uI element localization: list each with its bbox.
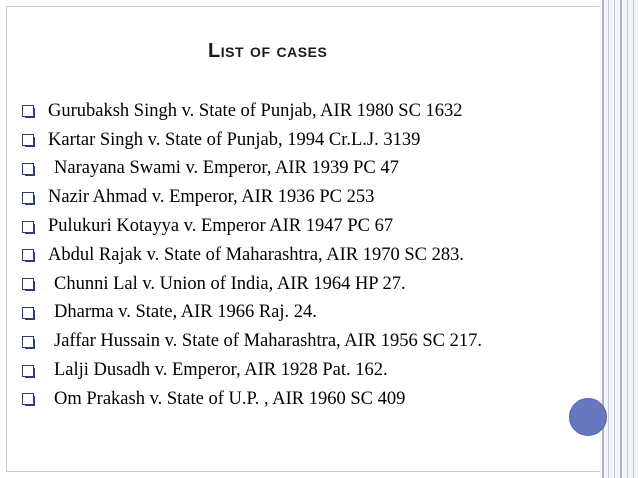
square-bullet-icon xyxy=(22,306,36,320)
case-list-item xyxy=(22,327,482,356)
case-citation: Lalji Dusadh v. Emperor, AIR 1928 Pat. 162. xyxy=(54,360,388,381)
case-list-item xyxy=(22,212,482,241)
case-list-item xyxy=(22,270,482,299)
square-bullet-icon xyxy=(22,220,36,234)
square-bullet-icon xyxy=(22,392,36,406)
side-bar-line xyxy=(614,0,615,478)
square-bullet-icon xyxy=(22,162,36,176)
decorative-side-bar xyxy=(600,0,638,478)
slide-title: List of cases xyxy=(208,40,328,62)
square-bullet-icon xyxy=(22,104,36,118)
square-bullet-icon xyxy=(22,248,36,262)
case-list-item xyxy=(22,241,482,270)
case-list-item xyxy=(22,183,482,212)
case-list-item xyxy=(22,97,482,126)
side-bar-line xyxy=(627,0,628,478)
case-list-item xyxy=(22,356,482,385)
case-citation: Jaffar Hussain v. State of Maharashtra, AIR 1956 SC 217. xyxy=(54,331,483,352)
side-bar-line xyxy=(620,0,622,478)
square-bullet-icon xyxy=(22,335,36,349)
case-citation: Narayana Swami v. Emperor, AIR 1939 PC 47 xyxy=(54,158,399,179)
case-list-item xyxy=(22,126,482,155)
case-citation: Nazir Ahmad v. Emperor, AIR 1936 PC 253 xyxy=(48,187,375,208)
case-citation: Pulukuri Kotayya v. Emperor AIR 1947 PC 67 xyxy=(48,216,394,237)
square-bullet-icon xyxy=(22,277,36,291)
circle-ornament-icon xyxy=(569,398,607,436)
square-bullet-icon xyxy=(22,133,36,147)
case-list-item xyxy=(22,385,482,414)
case-citation: Gurubaksh Singh v. State of Punjab, AIR 1980 SC 1632 xyxy=(48,100,463,121)
side-bar-line xyxy=(633,0,634,478)
side-bar-line xyxy=(608,0,609,478)
case-citation: Kartar Singh v. State of Punjab, 1994 Cr.L.J. 3139 xyxy=(48,129,421,150)
case-citation: Chunni Lal v. Union of India, AIR 1964 HP 27. xyxy=(54,273,406,294)
square-bullet-icon xyxy=(22,191,36,205)
square-bullet-icon xyxy=(22,364,36,378)
case-citation: Dharma v. State, AIR 1966 Raj. 24. xyxy=(54,302,317,323)
case-list-item xyxy=(22,155,482,184)
case-citation: Om Prakash v. State of U.P. , AIR 1960 SC 409 xyxy=(54,388,406,409)
case-list xyxy=(22,97,482,414)
case-citation: Abdul Rajak v. State of Maharashtra, AIR 1970 SC 283. xyxy=(48,244,465,265)
case-list-item xyxy=(22,299,482,328)
